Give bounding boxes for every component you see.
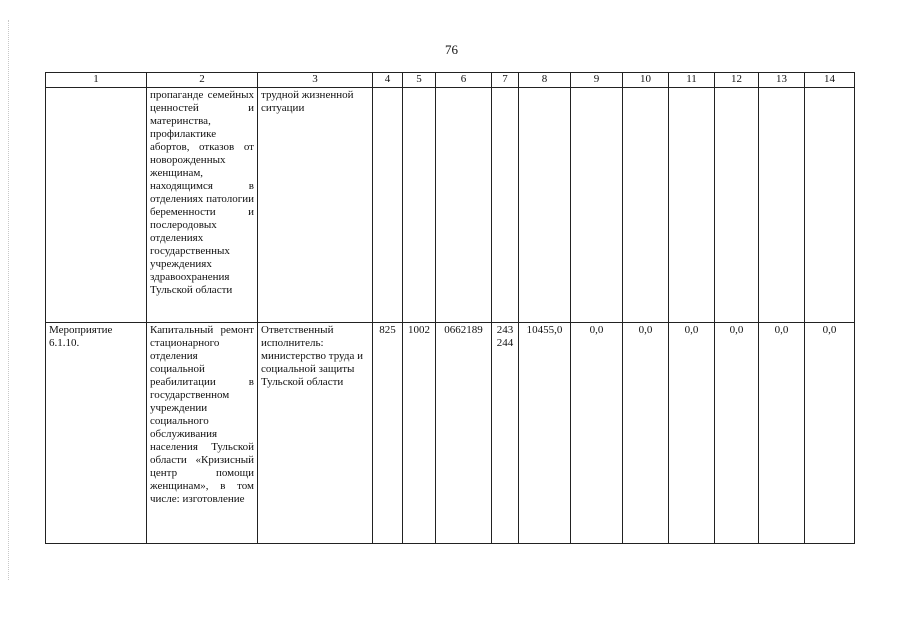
cell-empty: [571, 88, 623, 323]
cell-year-value: 0,0: [571, 323, 623, 544]
cell-admin-code: 825: [373, 323, 403, 544]
header-row: [46, 73, 855, 88]
header-cell: 7: [492, 73, 519, 88]
cell-empty: [436, 88, 492, 323]
header-cell: 1: [46, 73, 147, 88]
header-cell: 3: [258, 73, 373, 88]
header-cell: 9: [571, 73, 623, 88]
header-cell: 6: [436, 73, 492, 88]
cell-executor: Ответственный исполнитель: министерство труда и социальной защиты Тульской области: [258, 323, 373, 544]
header-cell: 11: [669, 73, 715, 88]
cell-empty: [759, 88, 805, 323]
header-cell: 8: [519, 73, 571, 88]
expense-type-line: 243: [496, 324, 514, 336]
cell-empty: [623, 88, 669, 323]
page-number: 76: [445, 42, 458, 57]
header-cell: 5: [403, 73, 436, 88]
cell-empty: [669, 88, 715, 323]
cell-empty: [715, 88, 759, 323]
cell-year-value: 0,0: [759, 323, 805, 544]
cell-year-value: 0,0: [805, 323, 855, 544]
cell-activity: Мероприятие 6.1.10.: [46, 323, 147, 544]
cell-empty: [805, 88, 855, 323]
header-cell: 2: [147, 73, 258, 88]
cell-empty: [519, 88, 571, 323]
cell-description: пропаганде семейных ценностей и материнства, профилактике абортов, отказов от новорожденных женщинам, находящимся в отделениях патологии беременности и послеродовых отделениях государственных учреждениях здравоохранения Тульской области: [147, 88, 258, 323]
header-cell: 13: [759, 73, 805, 88]
cell-empty: [492, 88, 519, 323]
budget-table: [45, 72, 855, 544]
cell-empty: [373, 88, 403, 323]
header-cell: 4: [373, 73, 403, 88]
cell-target-code: 0662189: [436, 323, 492, 544]
cell-expense-type: [492, 323, 519, 544]
cell-executor: трудной жизненной ситуации: [258, 88, 373, 323]
cell-year-value: 0,0: [669, 323, 715, 544]
scan-edge-dots: [8, 20, 10, 580]
header-cell: 10: [623, 73, 669, 88]
cell-empty: [403, 88, 436, 323]
table-row: [46, 88, 855, 323]
cell-section-code: 1002: [403, 323, 436, 544]
cell-description: Капитальный ремонт стационарного отделения социальной реабилитации в государственном учреждении социального обслуживания населения Тульской области «Кризисный центр помощи женщинам», в том числе: изготовление: [147, 323, 258, 544]
table-row: [46, 323, 855, 544]
expense-type-line: 244: [496, 337, 514, 349]
cell-year-value: 0,0: [623, 323, 669, 544]
cell-year-value: 0,0: [715, 323, 759, 544]
header-cell: 12: [715, 73, 759, 88]
cell-total: 10455,0: [519, 323, 571, 544]
cell-activity: [46, 88, 147, 323]
header-cell: 14: [805, 73, 855, 88]
